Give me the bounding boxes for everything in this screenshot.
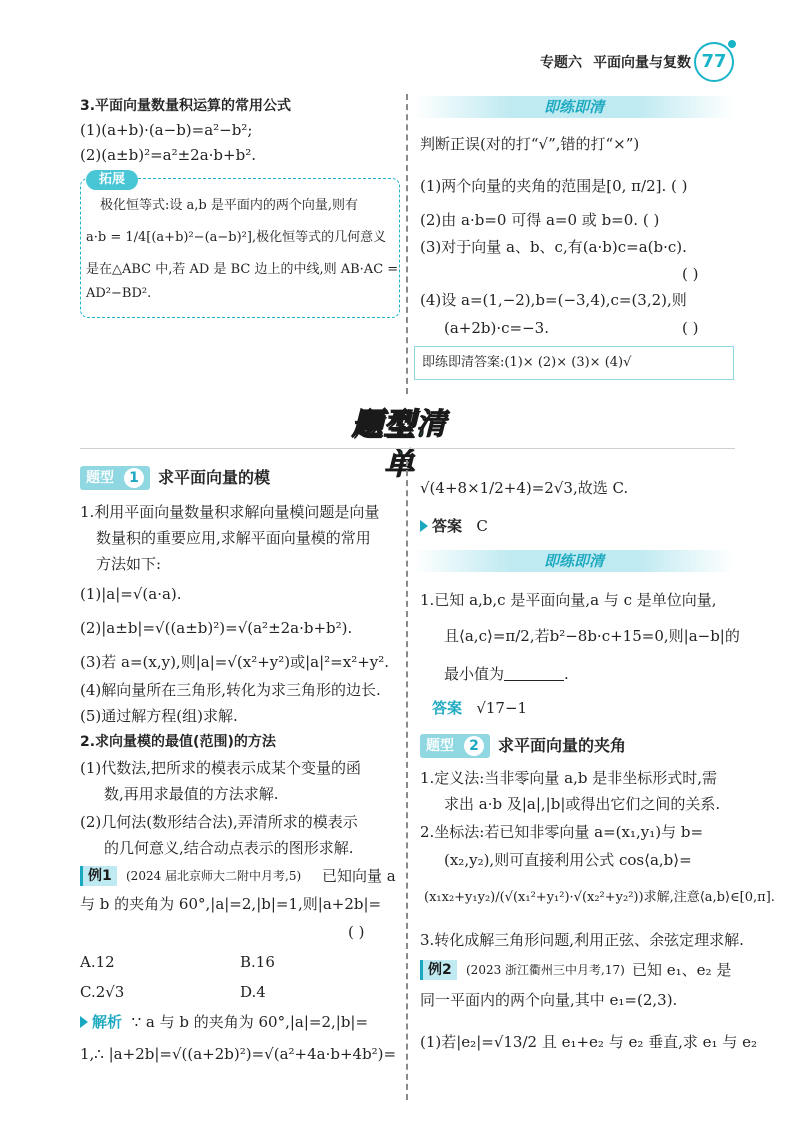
type1-m3: (3)若 a=(x,y),则|a|=√(x²+y²)或|a|²=x²+y². [80, 653, 390, 671]
formula-2: (2)(a±b)²=a²±2a·b+b². [80, 146, 256, 164]
solution-line-1 [80, 1012, 368, 1032]
option-c: C.2√3 [80, 983, 125, 1001]
practice2-q1c-text: 最小值为 [444, 665, 505, 683]
section-title-part2: 清单 [384, 407, 448, 482]
example1-tag: 例1 [80, 866, 117, 886]
expand-line-3: 是在△ABC 中,若 AD 是 BC 边上的中线,则 AB·AC = [86, 262, 399, 277]
solution-text-1: ∵ a 与 b 的夹角为 60°,|a|=2,|b|= [131, 1013, 369, 1031]
answer-1-label: 答案 [432, 517, 463, 535]
type1-m2: (2)|a±b|=√((a±b)²)=√(a²±2a·b+b²). [80, 619, 353, 637]
practice-q1: (1)两个向量的夹角的范围是[0, π/2]. ( ) [420, 177, 688, 195]
type2-d2c: (x₁x₂+y₁y₂)/(√(x₁²+y₁²)·√(x₂²+y₂²))求解,注意⟨a,b⟩∈[0,π]. [424, 890, 775, 905]
type1-badge-number: 1 [124, 468, 144, 488]
example2-q3: (1)若|e₂|=√13/2 且 e₁+e₂ 与 e₂ 垂直,求 e₁ 与 e₂ [420, 1033, 757, 1051]
example2-tag: 例2 [420, 960, 457, 980]
expand-line-4: AD²−BD². [86, 286, 152, 301]
example1-q2: 与 b 的夹角为 60°,|a|=2,|b|=1,则|a+2b|= [80, 895, 382, 913]
type1-p2-1b: 数,再用求最值的方法求解. [104, 785, 279, 803]
type2-d1b: 求出 a·b 及|a|,|b|或得出它们之间的关系. [444, 795, 721, 813]
example2-q2: 同一平面内的两个向量,其中 e₁=(2,3). [420, 991, 678, 1009]
example2-q1: 已知 e₁、e₂ 是 [632, 961, 732, 979]
type2-badge-number: 2 [464, 736, 484, 756]
practice2-answer [432, 698, 527, 718]
practice-title-top: 即练即清 [414, 96, 734, 118]
section-title-part1: 题型 [352, 407, 416, 442]
option-a: A.12 [80, 953, 115, 971]
section-title [340, 405, 460, 482]
type1-m5: (5)通过解方程(组)求解. [80, 707, 238, 725]
type1-p1a: 1.利用平面向量数量积求解向量模问题是向量 [80, 503, 380, 521]
option-d: D.4 [240, 983, 266, 1001]
practice2-q1c: 最小值为 . [444, 665, 569, 683]
column-divider-bottom [406, 460, 408, 1100]
practice-q3-paren: ( ) [682, 265, 699, 283]
type2-d2b: (x₂,y₂),则可直接利用公式 cos⟨a,b⟩= [444, 851, 692, 869]
expand-tag: 拓展 [86, 170, 138, 190]
practice-q4b: (a+2b)·c=−3. [444, 319, 549, 337]
practice2-answer-value: √17−1 [476, 699, 528, 717]
type2-badge [420, 734, 490, 758]
type1-title: 求平面向量的模 [158, 468, 271, 487]
solution-label: 解析 [92, 1013, 123, 1031]
example1-source: (2024 届北京师大二附中月考,5) [126, 869, 302, 883]
example1-q1: 已知向量 a [322, 867, 396, 885]
column-divider-top [406, 94, 408, 394]
solution-arrow-icon [80, 1016, 88, 1028]
type1-p2-2b: 的几何意义,结合动点表示的图形求解. [104, 839, 354, 857]
practice2-q1a: 1.已知 a,b,c 是平面向量,a 与 c 是单位向量, [420, 591, 717, 609]
formula-heading: 3.平面向量数量积运算的常用公式 [80, 98, 292, 114]
type2-d2a: 2.坐标法:若已知非零向量 a=(x₁,y₁)与 b= [420, 823, 704, 841]
answer-1-value: C [476, 517, 488, 535]
type2-title: 求平面向量的夹角 [498, 736, 627, 755]
type1-badge-label: 题型 [86, 470, 114, 486]
type2-d1a: 1.定义法:当非零向量 a,b 是非坐标形式时,需 [420, 769, 717, 787]
practice-answers: 即练即清答案:(1)× (2)× (3)× (4)√ [422, 355, 632, 370]
option-b: B.16 [240, 953, 275, 971]
practice-title-mid: 即练即清 [414, 550, 734, 572]
header-topic: 专题六 [540, 55, 582, 71]
type2-badge-label: 题型 [426, 738, 454, 754]
expand-line-2: a·b = 1/4[(a+b)²−(a−b)²],极化恒等式的几何意义 [86, 230, 387, 245]
type1-m4: (4)解向量所在三角形,转化为求三角形的边长. [80, 681, 381, 699]
answer-arrow-icon [420, 520, 428, 532]
header-title: 平面向量与复数 [593, 55, 691, 71]
page-number: 77 [694, 42, 734, 82]
type1-p2: 2.求向量模的最值(范围)的方法 [80, 734, 276, 750]
answer-1-line [420, 516, 488, 536]
type1-p1b: 数量积的重要应用,求解平面向量模的常用 [96, 529, 371, 547]
example2-source: (2023 浙江衢州三中月考,17) [466, 963, 625, 977]
page-number-dot-icon [728, 40, 736, 48]
practice-q4a: (4)设 a=(1,−2),b=(−3,4),c=(3,2),则 [420, 291, 687, 309]
expand-line-1: 极化恒等式:设 a,b 是平面内的两个向量,则有 [100, 198, 358, 213]
practice-q4-paren: ( ) [682, 319, 699, 337]
formula-1: (1)(a+b)·(a−b)=a²−b²; [80, 121, 253, 139]
practice-intro: 判断正误(对的打“√”,错的打“×”) [420, 135, 640, 153]
practice-q2: (2)由 a·b=0 可得 a=0 或 b=0. ( ) [420, 211, 660, 229]
solution-continued: √(4+8×1/2+4)=2√3,故选 C. [420, 479, 629, 497]
type1-m1: (1)|a|=√(a·a). [80, 585, 182, 603]
example1-paren: ( ) [348, 923, 365, 941]
type1-p1c: 方法如下: [96, 555, 162, 573]
section-title-rule [80, 448, 735, 449]
solution-line-2: 1,∴ |a+2b|=√((a+2b)²)=√(a²+4a·b+4b²)= [80, 1045, 397, 1063]
type1-p2-2a: (2)几何法(数形结合法),弄清所求的模表示 [80, 813, 358, 831]
practice2-answer-label: 答案 [432, 699, 463, 717]
practice2-q1b: 且⟨a,c⟩=π/2,若b²−8b·c+15=0,则|a−b|的 [444, 627, 740, 645]
practice-q3: (3)对于向量 a、b、c,有(a·b)c=a(b·c). [420, 238, 687, 256]
type1-badge [80, 466, 150, 490]
answer-blank [504, 666, 564, 681]
type2-d3: 3.转化成解三角形问题,利用正弦、余弦定理求解. [420, 931, 744, 949]
type1-p2-1a: (1)代数法,把所求的模表示成某个变量的函 [80, 759, 362, 777]
